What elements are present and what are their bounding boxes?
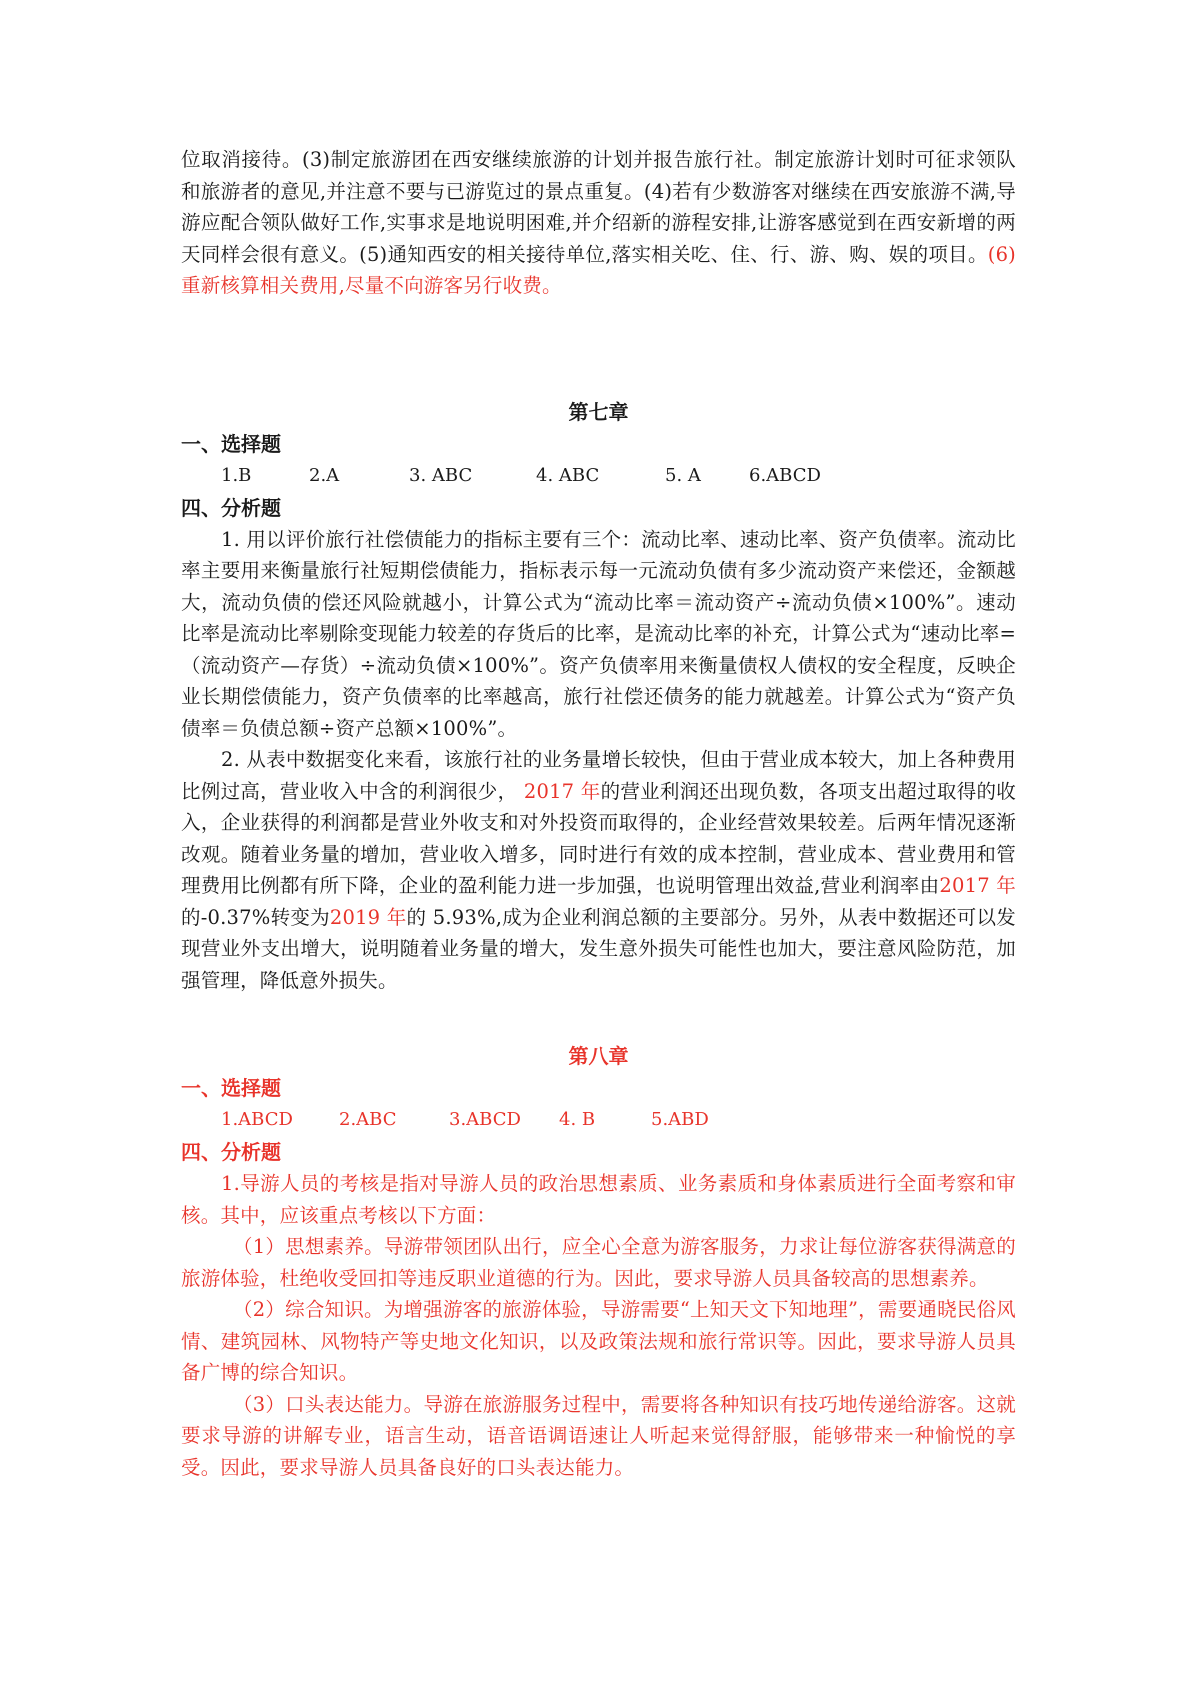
chapter7-answer-1: 1.B <box>221 464 252 486</box>
chapter7-para2-part3: 的-0.37%转变为 <box>181 905 330 929</box>
chapter7-answer-5: 5. A <box>665 464 701 486</box>
chapter8-answer-1: 1.ABCD <box>221 1109 293 1130</box>
chapter7-para2-year-2017b: 2017 年 <box>939 874 1017 897</box>
chapter7-analysis-heading: 四、分析题 <box>181 495 281 520</box>
chapter7-para2-part1: 2. 从表中数据变化来看，该旅行社的业务量增长较快，但由于营业成本较大，加上各种费用比例过高，营业收入中含的利润很少， <box>181 748 1016 803</box>
chapter8-analysis-para2: （1）思想素养。导游带领团队出行，应全心全意为游客服务，力求让每位游客获得满意的旅游体验，杜绝收受回扣等违反职业道德的行为。因此，要求导游人员具备较高的思想素养。 <box>181 1235 1016 1290</box>
chapter7-answers <box>181 460 1016 492</box>
top-paragraph <box>181 144 1016 302</box>
chapter7-para2-part4: 的 5.93%,成为企业利润总额的主要部分。另外，从表中数据还可以发现营业外支出增大，说明随着业务量的增大，发生意外损失可能性也加大，要注意风险防范，加强管理，降低意外损失。 <box>181 905 1016 992</box>
chapter7-answer-6: 6.ABCD <box>749 464 821 486</box>
chapter8-analysis-para4: （3）口头表达能力。导游在旅游服务过程中，需要将各种知识有技巧地传递给游客。这就要求导游的讲解专业，语言生动，语音语调语速让人听起来觉得舒服，能够带来一种愉悦的享受。因此，要求导游人员具备良好的口头表达能力。 <box>181 1392 1016 1479</box>
chapter8-answer-2: 2.ABC <box>339 1109 397 1130</box>
chapter8-answers <box>181 1104 1016 1136</box>
chapter7-para2-year-2019: 2019 年 <box>329 905 407 929</box>
chapter7-analysis-para1: 1. 用以评价旅行社偿债能力的指标主要有三个：流动比率、速动比率、资产负债率。流动比率主要用来衡量旅行社短期偿债能力，指标表示每一元流动负债有多少流动资产来偿还，金额越大，流动负债的偿还风险就越小，计算公式为“流动比率＝流动资产÷流动负债×100%”。速动比率是流动比率剔除变现能力较差的存货后的比率，是流动比率的补充，计算公式为“速动比率=（流动资产—存货）÷流动负债×100%”。资产负债率用来衡量债权人债权的安全程度，反映企业长期偿债能力，资产负债率的比率越高，旅行社偿还债务的能力就越差。计算公式为“资产负债率＝负债总额÷资产总额×100%”。 <box>181 527 1016 740</box>
chapter7-answer-4: 4. ABC <box>536 464 600 486</box>
chapter8-choice-heading: 一、选择题 <box>181 1076 281 1100</box>
chapter8-answer-4: 4. B <box>559 1109 596 1130</box>
chapter7-analysis-para2 <box>181 744 1016 996</box>
chapter7-choice-heading: 一、选择题 <box>181 431 281 456</box>
chapter7-para2-part2: 的营业利润还出现负数，各项支出超过取得的收入，企业获得的利润都是营业外收支和对外投资而取得的，企业经营效果较差。后两年情况逐渐改观。随着业务量的增加，营业收入增多，同时进行有效的成本控制，营业成本、营业费用和管理费用比例都有所下降，企业的盈利能力进一步加强，也说明管理出效益,营业利润率由 <box>181 779 1016 897</box>
chapter7-title: 第七章 <box>568 399 629 424</box>
chapter7-para2-year-2017: 2017 年 <box>517 779 601 803</box>
chapter8-analysis-para1: 1.导游人员的考核是指对导游人员的政治思想素质、业务素质和身体素质进行全面考察和审核。其中，应该重点考核以下方面： <box>181 1172 1016 1227</box>
document-page <box>181 144 1016 1483</box>
top-paragraph-red-text: (6)重新核算相关费用,尽量不向游客另行收费。 <box>181 242 1016 297</box>
chapter8-answer-3: 3.ABCD <box>449 1109 521 1130</box>
chapter7-answer-2: 2.A <box>309 464 340 486</box>
chapter8-answer-5: 5.ABD <box>651 1109 709 1130</box>
top-paragraph-text: 位取消接待。(3)制定旅游团在西安继续旅游的计划并报告旅行社。制定旅游计划时可征求领队和旅游者的意见,并注意不要与已游览过的景点重复。(4)若有少数游客对继续在西安旅游不满,导游应配合领队做好工作,实事求是地说明困难,并介绍新的游程安排,让游客感觉到在西安新增的两天同样会很有意义。(5)通知西安的相关接待单位,落实相关吃、住、行、游、购、娱的项目。 <box>181 148 1016 266</box>
chapter8-analysis-heading: 四、分析题 <box>181 1140 281 1164</box>
chapter7-answer-3: 3. ABC <box>409 464 473 486</box>
chapter8-title: 第八章 <box>568 1044 629 1068</box>
chapter8-analysis-para3: （2）综合知识。为增强游客的旅游体验，导游需要“上知天文下知地理”，需要通晓民俗风情、建筑园林、风物特产等史地文化知识，以及政策法规和旅行常识等。因此，要求导游人员具备广博的综合知识。 <box>181 1298 1016 1384</box>
